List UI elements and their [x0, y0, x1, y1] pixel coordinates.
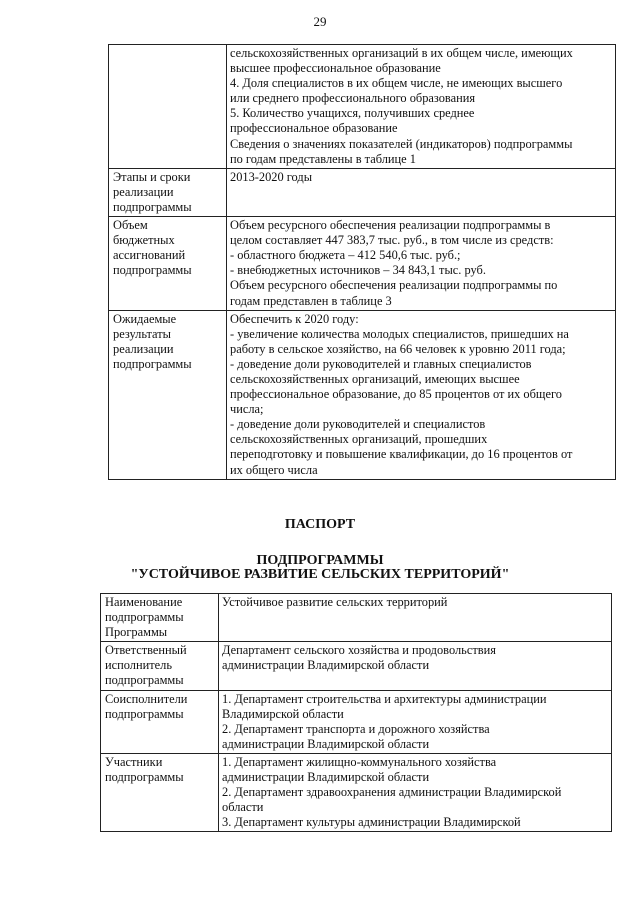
- row-label: [101, 753, 219, 831]
- label-line: ассигнований: [113, 248, 186, 263]
- label-line: результаты: [113, 326, 171, 341]
- label-line: Объем: [113, 218, 148, 233]
- value-line: администрации Владимирской области: [222, 658, 430, 673]
- label-line: реализации: [113, 184, 174, 199]
- table-row: [101, 594, 612, 642]
- row-label: [101, 642, 219, 690]
- row-value: [227, 310, 616, 479]
- label-line: реализации: [113, 341, 174, 356]
- row-value: [227, 168, 616, 216]
- row-value: [219, 594, 612, 642]
- row-label: [101, 594, 219, 642]
- row-label: [101, 690, 219, 753]
- row-value: [219, 753, 612, 831]
- row-label: [109, 310, 227, 479]
- value-line: сельскохозяйственных организаций в их общем числе, имеющих: [230, 46, 573, 60]
- label-line: Программы: [105, 625, 168, 640]
- table-row: [101, 642, 612, 690]
- value-line: - внебюджетных источников – 34 843,1 тыс. руб.: [230, 263, 486, 278]
- label-line: Наименование: [105, 595, 183, 609]
- value-line: Обеспечить к 2020 году:: [230, 311, 359, 326]
- value-line: работу в сельское хозяйство, на 66 человек к уровню 2011 года;: [230, 341, 566, 356]
- value-line: 3. Департамент культуры администрации Владимирской: [222, 815, 521, 830]
- table-row: [101, 753, 612, 831]
- value-line: 1. Департамент строительства и архитектуры администрации: [222, 691, 547, 706]
- value-line: - увеличение количества молодых специалистов, пришедших на: [230, 326, 569, 341]
- value-line: 5. Количество учащихся, получивших среднее: [230, 106, 475, 121]
- value-line: - областного бюджета – 412 540,6 тыс. руб.;: [230, 248, 461, 263]
- label-line: подпрограммы: [113, 356, 192, 371]
- label-line: Участники: [105, 754, 163, 769]
- row-value: [227, 45, 616, 169]
- label-line: бюджетных: [113, 233, 175, 248]
- table1-body: [109, 45, 616, 480]
- value-line: 2. Департамент транспорта и дорожного хозяйства: [222, 721, 490, 736]
- row-value: [219, 690, 612, 753]
- subprogram-heading: ПОДПРОГРАММЫ: [256, 553, 384, 568]
- passport-heading: ПАСПОРТ: [284, 517, 356, 532]
- page-number: 29: [313, 14, 327, 29]
- label-line: подпрограммы: [105, 673, 184, 688]
- table-row: [101, 690, 612, 753]
- value-line: 4. Доля специалистов в их общем числе, не имеющих высшего: [230, 76, 563, 91]
- table-row: [109, 310, 616, 479]
- value-line: Устойчивое развитие сельских территорий: [222, 595, 448, 609]
- value-line: их общего числа: [230, 462, 318, 477]
- label-line: Ожидаемые: [113, 311, 177, 326]
- table-row: [109, 217, 616, 311]
- table-row: [109, 168, 616, 216]
- value-line: 2. Департамент здравоохранения администрации Владимирской: [222, 785, 562, 800]
- table-row: [109, 45, 616, 169]
- value-line: Владимирской области: [222, 706, 344, 721]
- label-line: подпрограммы: [105, 706, 184, 721]
- value-line: переподготовку и повышение квалификации, до 16 процентов от: [230, 447, 573, 462]
- label-line: подпрограммы: [105, 610, 184, 625]
- table2-body: [101, 594, 612, 832]
- value-line: числа;: [230, 402, 264, 417]
- label-line: подпрограммы: [113, 199, 192, 214]
- value-line: Объем ресурсного обеспечения реализации подпрограммы в: [230, 218, 551, 233]
- value-line: - доведение доли руководителей и специалистов: [230, 417, 486, 432]
- label-line: исполнитель: [105, 658, 172, 673]
- row-label: [109, 168, 227, 216]
- value-line: области: [222, 800, 264, 815]
- value-line: Сведения о значениях показателей (индикаторов) подпрограммы: [230, 136, 573, 151]
- value-line: администрации Владимирской области: [222, 770, 430, 785]
- value-line: профессиональное образование, до 85 процентов от их общего: [230, 387, 562, 402]
- label-line: Соисполнители: [105, 691, 188, 706]
- subprogram-passport-table: [100, 593, 612, 832]
- row-value: [219, 642, 612, 690]
- value-line: администрации Владимирской области: [222, 736, 430, 751]
- passport-continuation-table: [108, 44, 616, 480]
- value-line: Департамент сельского хозяйства и продовольствия: [222, 643, 496, 658]
- value-line: 1. Департамент жилищно-коммунального хозяйства: [222, 754, 497, 769]
- value-line: сельскохозяйственных организаций, имеющих высшее: [230, 371, 520, 386]
- row-label: [109, 217, 227, 311]
- value-line: профессиональное образование: [230, 121, 398, 136]
- value-line: высшее профессиональное образование: [230, 61, 441, 76]
- label-line: подпрограммы: [105, 770, 184, 785]
- row-label: [109, 45, 227, 169]
- value-line: годам представлен в таблице 3: [230, 293, 392, 308]
- row-value: [227, 217, 616, 311]
- value-line: по годам представлены в таблице 1: [230, 151, 416, 166]
- value-line: - доведение доли руководителей и главных специалистов: [230, 356, 532, 371]
- value-line: 2013-2020 годы: [230, 169, 313, 184]
- subprogram-name-heading: "УСТОЙЧИВОЕ РАЗВИТИЕ СЕЛЬСКИХ ТЕРРИТОРИЙ": [130, 567, 510, 582]
- value-line: целом составляет 447 383,7 тыс. руб., в том числе из средств:: [230, 233, 554, 248]
- label-line: Ответственный: [105, 643, 187, 658]
- label-line: Этапы и сроки: [113, 169, 191, 184]
- value-line: сельскохозяйственных организаций, прошедших: [230, 432, 488, 447]
- value-line: или среднего профессионального образования: [230, 91, 476, 106]
- label-line: подпрограммы: [113, 263, 192, 278]
- value-line: Объем ресурсного обеспечения реализации подпрограммы по: [230, 278, 558, 293]
